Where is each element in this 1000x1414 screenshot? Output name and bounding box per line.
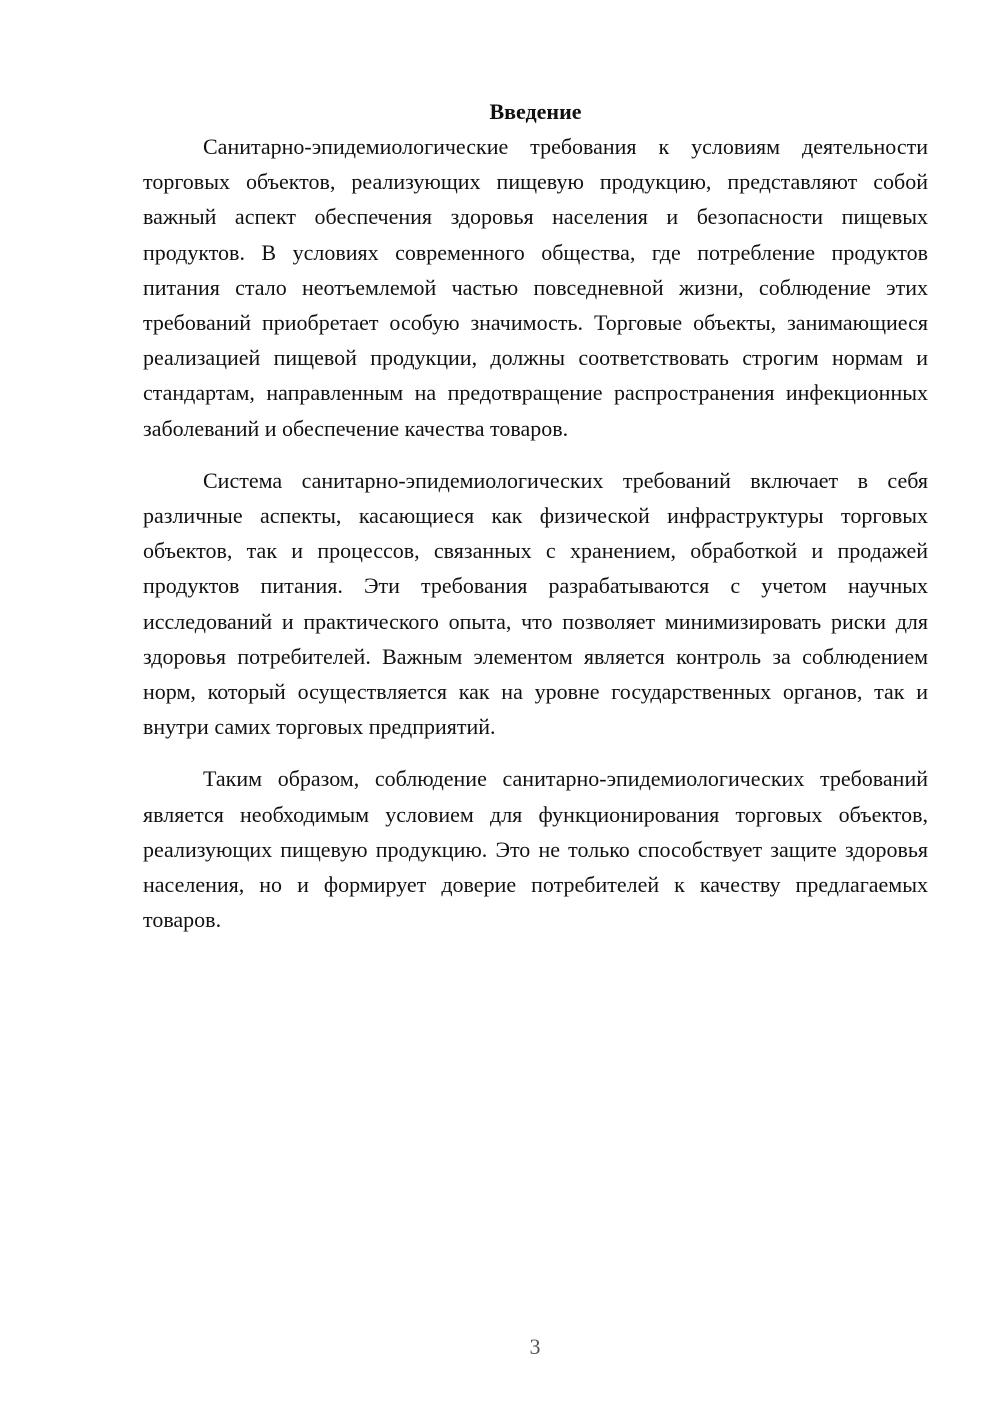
paragraph-3: Таким образом, соблюдение санитарно-эпидемиологических требований является необходимым условием для функционирования торговых объектов, реализующих пищевую продукцию. Это не только способствует защите здоровья населения, но и формирует доверие потребителей к качеству предлагаемых товаров.: [143, 766, 928, 933]
paragraph-1: Санитарно-эпидемиологические требования к условиям деятельности торговых объектов, реализующих пищевую продукцию, представляют собой важный аспект обеспечения здоровья населения и безопасности пищевых продуктов. В условиях современного общества, где потребление продуктов питания стало неотъемлемой частью повседневной жизни, соблюдение этих требований приобретает особую значимость. Торговые объекты, занимающиеся реализацией пищевой продукции, должны соответствовать строгим нормам и стандартам, направленным на предотвращение распространения инфекционных заболеваний и обеспечение качества товаров.: [143, 134, 928, 441]
paragraph-2: Система санитарно-эпидемиологических требований включает в себя различные аспекты, касающиеся как физической инфраструктуры торговых объектов, так и процессов, связанных с хранением, обработкой и продажей продуктов питания. Эти требования разрабатываются с учетом научных исследований и практического опыта, что позволяет минимизировать риски для здоровья потребителей. Важным элементом является контроль за соблюдением норм, который осуществляется как на уровне государственных органов, так и внутри самих торговых предприятий.: [143, 467, 928, 740]
page-content: [143, 94, 928, 937]
section-title: Введение: [489, 99, 582, 124]
page-number: 3: [529, 1334, 541, 1359]
